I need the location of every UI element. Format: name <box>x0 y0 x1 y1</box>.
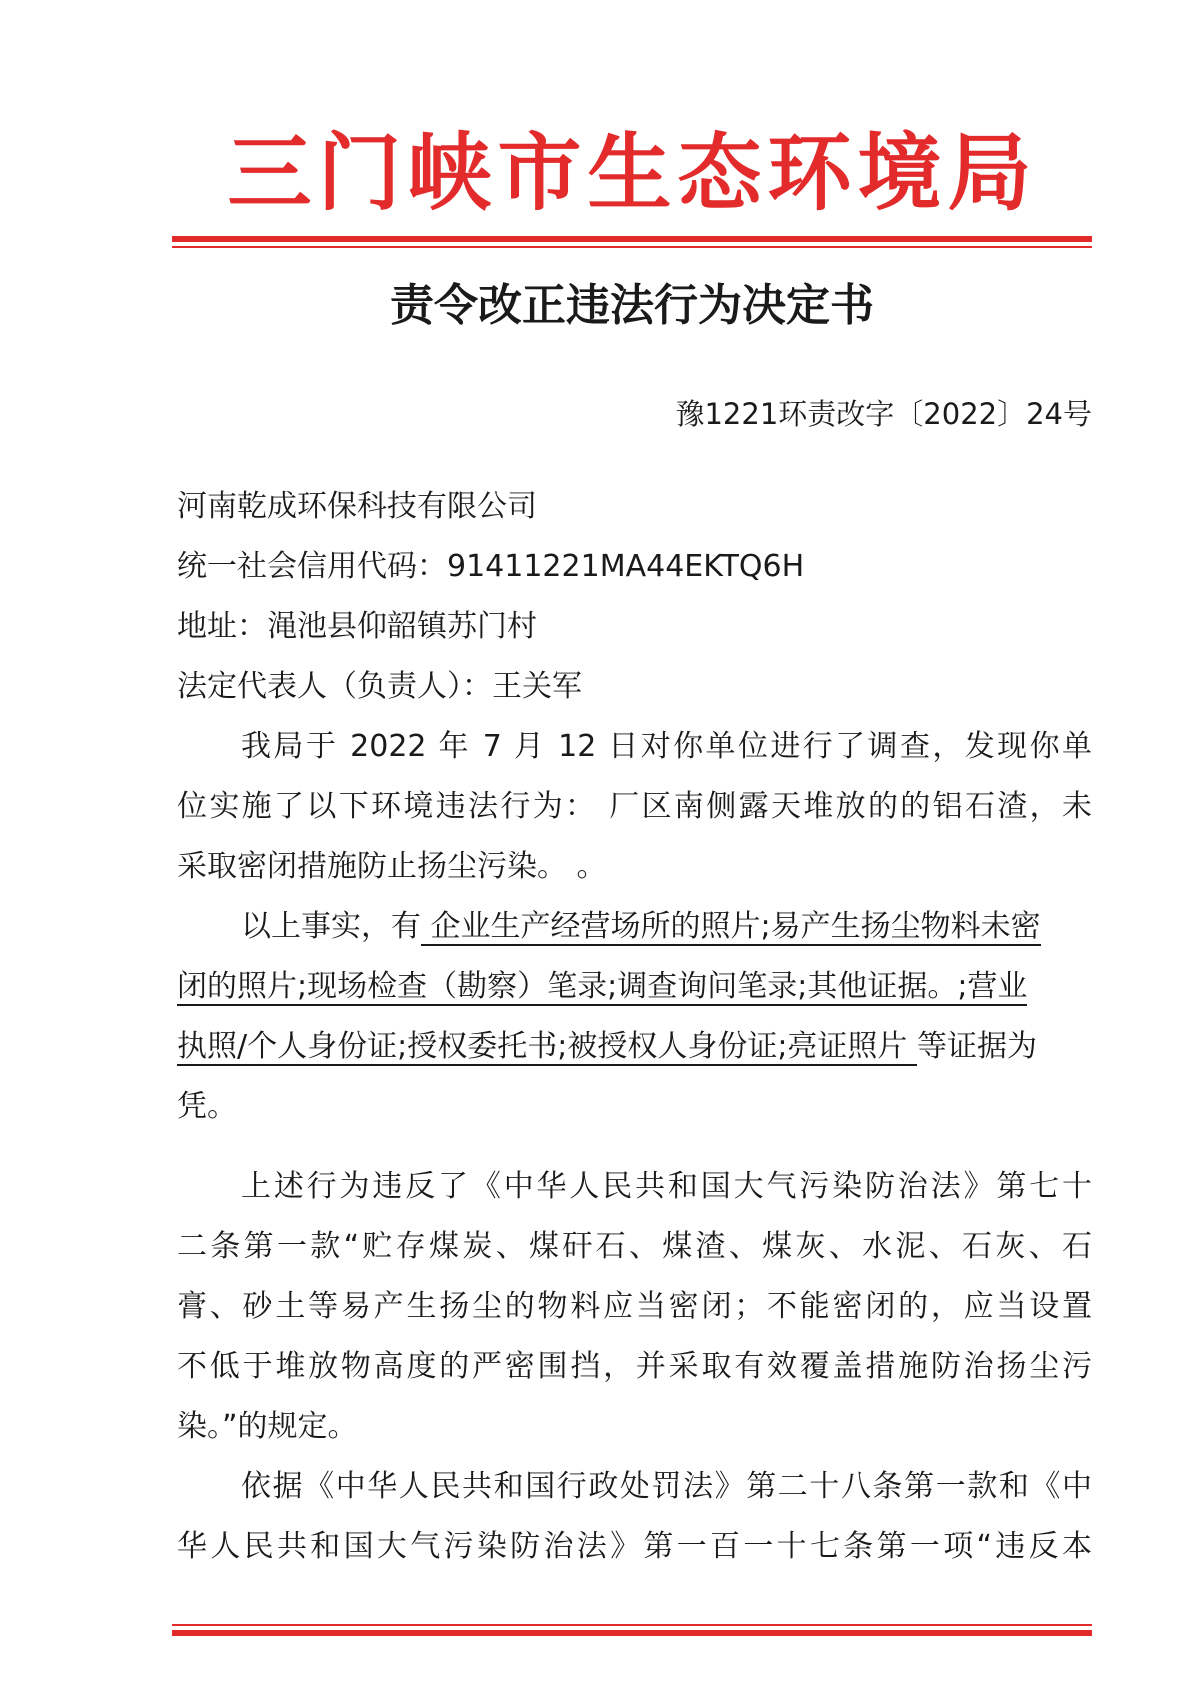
paragraph-line: 采取密闭措施防止扬尘污染。 。 <box>177 849 607 884</box>
evidence-list: 执照/个人身份证;授权委托书;被授权人身份证;亮证照片 <box>177 1029 917 1064</box>
recipient-company: 河南乾成环保科技有限公司 <box>177 489 537 524</box>
document-title: 责令改正违法行为决定书 <box>390 280 874 331</box>
header-rule-thick <box>172 236 1092 242</box>
recipient-representative: 法定代表人（负责人）：王关军 <box>177 669 582 704</box>
recipient-address: 地址：渑池县仰韶镇苏门村 <box>177 609 537 644</box>
document-number: 豫1221环责改字〔2022〕24号 <box>675 397 1092 431</box>
footer-rule-thick <box>172 1630 1092 1636</box>
footer-rule-thin <box>172 1624 1092 1626</box>
paragraph-line: 二条第一款“贮存煤炭、煤矸石、煤渣、煤灰、水泥、石灰、石 <box>177 1229 1092 1264</box>
evidence-line <box>177 964 1092 1010</box>
evidence-tail: 等证据为 <box>916 1029 1037 1064</box>
paragraph-line: 华人民共和国大气污染防治法》第一百一十七条第一项“违反本 <box>177 1529 1092 1564</box>
paragraph-line: 上述行为违反了《中华人民共和国大气污染防治法》第七十 <box>241 1169 1092 1204</box>
evidence-lead: 以上事实，有 <box>241 909 421 944</box>
recipient-credit-code: 统一社会信用代码：91411221MA44EKTQ6H <box>177 549 805 584</box>
paragraph-line: 凭。 <box>177 1089 237 1124</box>
header-rule-thin <box>172 246 1092 248</box>
agency-name: 三门峡市生态环境局 <box>227 123 1038 222</box>
evidence-line <box>177 1024 1092 1070</box>
paragraph-line: 我局于 2022 年 7 月 12 日对你单位进行了调查，发现你单 <box>241 729 1092 764</box>
paragraph-line: 位实施了以下环境违法行为： 厂区南侧露天堆放的的铝石渣，未 <box>177 789 1092 824</box>
paragraph-line: 不低于堆放物高度的严密围挡，并采取有效覆盖措施防治扬尘污 <box>177 1349 1092 1384</box>
evidence-list: 企业生产经营场所的照片;易产生扬尘物料未密 <box>421 909 1041 944</box>
evidence-line <box>241 904 1092 950</box>
paragraph-line: 依据《中华人民共和国行政处罚法》第二十八条第一款和《中 <box>241 1469 1092 1504</box>
paragraph-line: 膏、砂土等易产生扬尘的物料应当密闭；不能密闭的，应当设置 <box>177 1289 1092 1324</box>
paragraph-line: 染。”的规定。 <box>177 1409 358 1444</box>
evidence-list: 闭的照片;现场检查（勘察）笔录;调查询问笔录;其他证据。;营业 <box>177 969 1028 1004</box>
